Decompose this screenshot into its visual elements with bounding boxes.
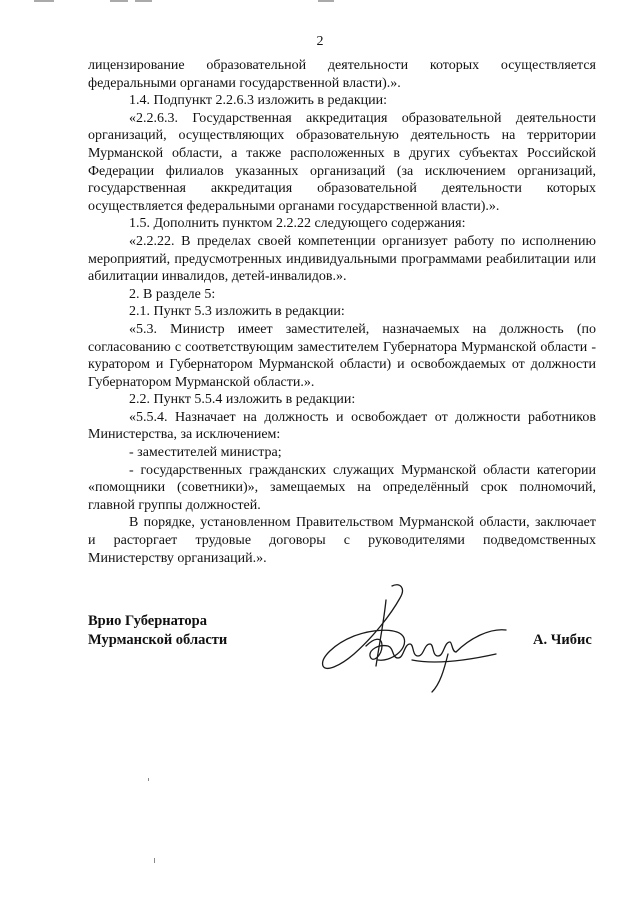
paragraph: «2.2.6.3. Государственная аккредитация образовательной деятельности организаций, осуществляющих образовательную деятельность на территории Мурманской области, а также расположенных в других субъектах Российской Федерации филиалов указанных организаций (за исключением организаций, государственная аккредитация образовательной деятельности которых осуществляется федеральными органами государственной власти).».	[88, 110, 596, 214]
paragraph: «5.5.4. Назначает на должность и освобождает от должности работников Министерства, за исключением:	[88, 409, 596, 443]
paragraph: 1.5. Дополнить пунктом 2.2.22 следующего содержания:	[129, 216, 466, 232]
paragraph: «5.3. Министр имеет заместителей, назначаемых на должность (по согласованию с соответствующим заместителем Губернатора Мурманской области - куратором и Губернатором Мурманской области) и освобождаемых от должности Губернатором Мурманской области.».	[88, 321, 596, 390]
handwritten-signature	[320, 580, 510, 700]
signatory-title-line: Мурманской области	[88, 632, 228, 648]
page-number: 2	[316, 34, 324, 49]
paragraph: 2.1. Пункт 5.3 изложить в редакции:	[129, 304, 345, 320]
scan-speck	[148, 778, 149, 781]
paragraph: 2. В разделе 5:	[129, 286, 216, 302]
paragraph: 1.4. Подпункт 2.2.6.3 изложить в редакции:	[129, 93, 388, 109]
paragraph: лицензирование образовательной деятельности которых осуществляется федеральными органами государственной власти).».	[88, 58, 596, 91]
paragraph: - государственных гражданских служащих Мурманской области категории «помощники (советники)», замещаемых на определённый срок полномочий, главной группы должностей.	[88, 462, 596, 513]
paragraph: - заместителей министра;	[129, 445, 282, 461]
scan-edge-marks	[0, 0, 640, 6]
paragraph: 2.2. Пункт 5.5.4 изложить в редакции:	[129, 392, 356, 408]
scan-speck	[154, 858, 155, 863]
signatory-name: А. Чибис	[533, 632, 592, 648]
signatory-title-line: Врио Губернатора	[88, 613, 207, 629]
document-body	[88, 57, 596, 567]
paragraph: В порядке, установленном Правительством Мурманской области, заключает и расторгает трудовые договоры с руководителями подведомственных Министерству организаций.».	[88, 515, 596, 566]
paragraph: «2.2.22. В пределах своей компетенции организует работу по исполнению мероприятий, предусмотренных индивидуальными программами реабилитации или абилитации инвалидов, детей-инвалидов.».	[88, 233, 596, 285]
signatory-title	[88, 612, 227, 650]
